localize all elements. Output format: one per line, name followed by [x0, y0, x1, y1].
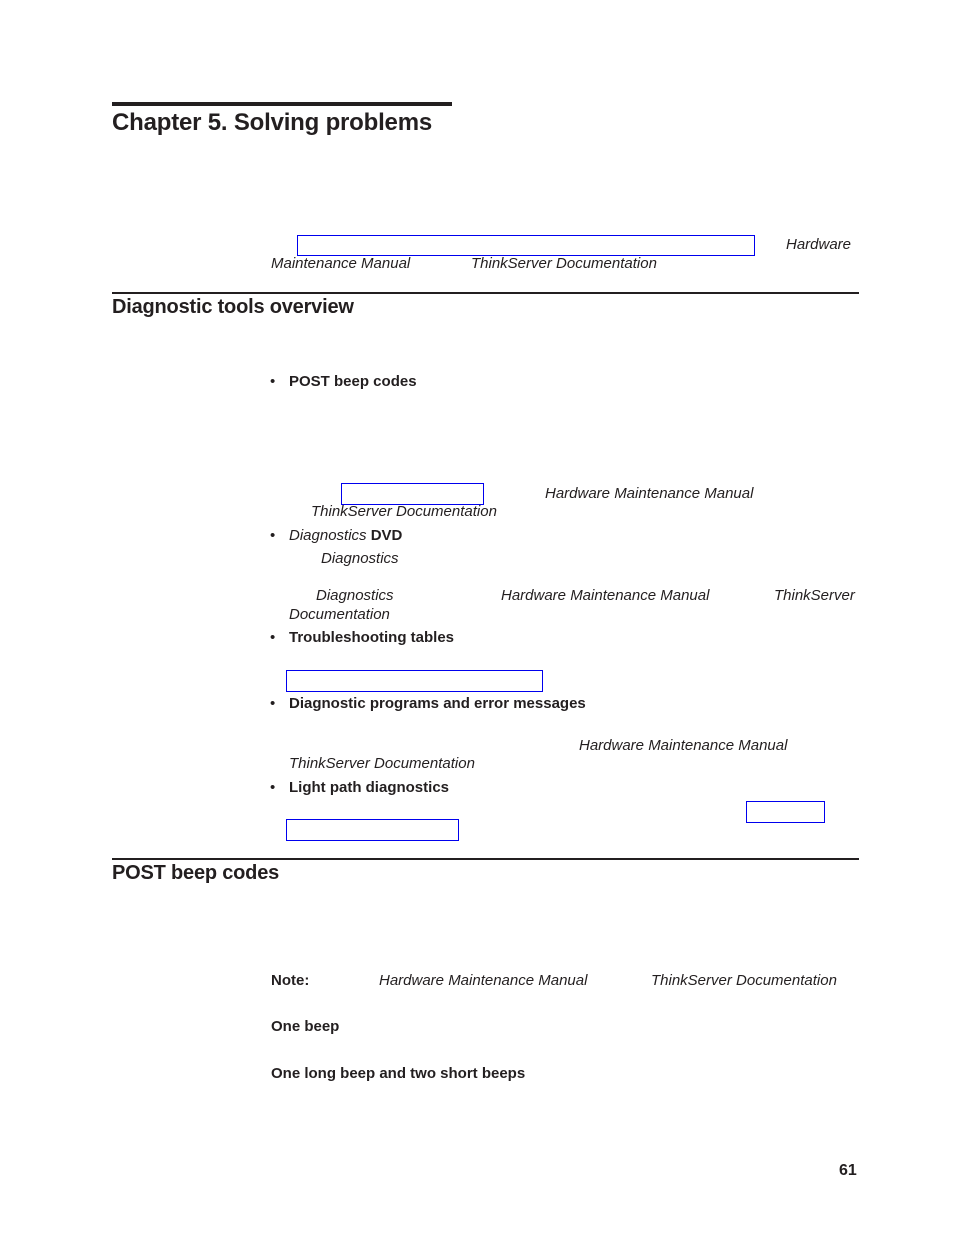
bullet-icon: • — [270, 527, 276, 544]
item-title-bold: DVD — [370, 527, 403, 544]
section-rule — [112, 858, 859, 860]
bullet-icon: • — [270, 779, 276, 796]
intro-ref-doc: ThinkServer Documentation — [471, 255, 657, 272]
chapter-title: Chapter 5. Solving problems — [112, 109, 432, 136]
item2-ref-doc-part2: Documentation — [289, 606, 390, 623]
item2-diagnostics-line3: Diagnostics — [316, 587, 394, 604]
item1-ref-hmm: Hardware Maintenance Manual — [545, 485, 754, 502]
chapter-rule — [112, 102, 452, 106]
bullet-icon: • — [270, 629, 276, 646]
section-rule — [112, 292, 859, 294]
item-title-light-path-diagnostics: Light path diagnostics — [289, 779, 449, 796]
beep-code-one-beep: One beep — [271, 1018, 340, 1035]
item2-diagnostics-line2: Diagnostics — [321, 550, 399, 567]
item-title-diagnostic-programs: Diagnostic programs and error messages — [289, 695, 586, 712]
light-path-link-a[interactable] — [746, 801, 825, 823]
bullet-icon: • — [270, 373, 276, 390]
post-beep-codes-link[interactable] — [341, 483, 484, 505]
intro-ref-hmm-part1: Hardware — [786, 236, 852, 253]
item4-ref-doc: ThinkServer Documentation — [289, 755, 475, 772]
note-label: Note: — [271, 972, 310, 989]
beep-code-long-two-short: One long beep and two short beeps — [271, 1065, 526, 1082]
item4-ref-hmm: Hardware Maintenance Manual — [579, 737, 788, 754]
note-ref-doc: ThinkServer Documentation — [651, 972, 837, 989]
item2-ref-doc-part1: ThinkServer — [774, 587, 855, 604]
item1-ref-doc: ThinkServer Documentation — [311, 503, 497, 520]
intro-link[interactable] — [297, 235, 755, 256]
troubleshooting-tables-link[interactable] — [286, 670, 543, 692]
section-title-diagnostic-tools: Diagnostic tools overview — [112, 296, 354, 318]
light-path-link-b[interactable] — [286, 819, 459, 841]
bullet-icon: • — [270, 695, 276, 712]
intro-ref-hmm-part2: Maintenance Manual — [271, 255, 411, 272]
item-title-troubleshooting-tables: Troubleshooting tables — [289, 629, 455, 646]
section-title-post-beep-codes: POST beep codes — [112, 862, 280, 884]
page-number: 61 — [839, 1162, 857, 1179]
item2-ref-hmm: Hardware Maintenance Manual — [501, 587, 710, 604]
note-ref-hmm: Hardware Maintenance Manual — [379, 972, 588, 989]
item-title-italic: Diagnostics — [289, 527, 367, 544]
item-title-post-beep-codes: POST beep codes — [289, 373, 417, 390]
item-title-diagnostics-dvd — [289, 527, 402, 545]
